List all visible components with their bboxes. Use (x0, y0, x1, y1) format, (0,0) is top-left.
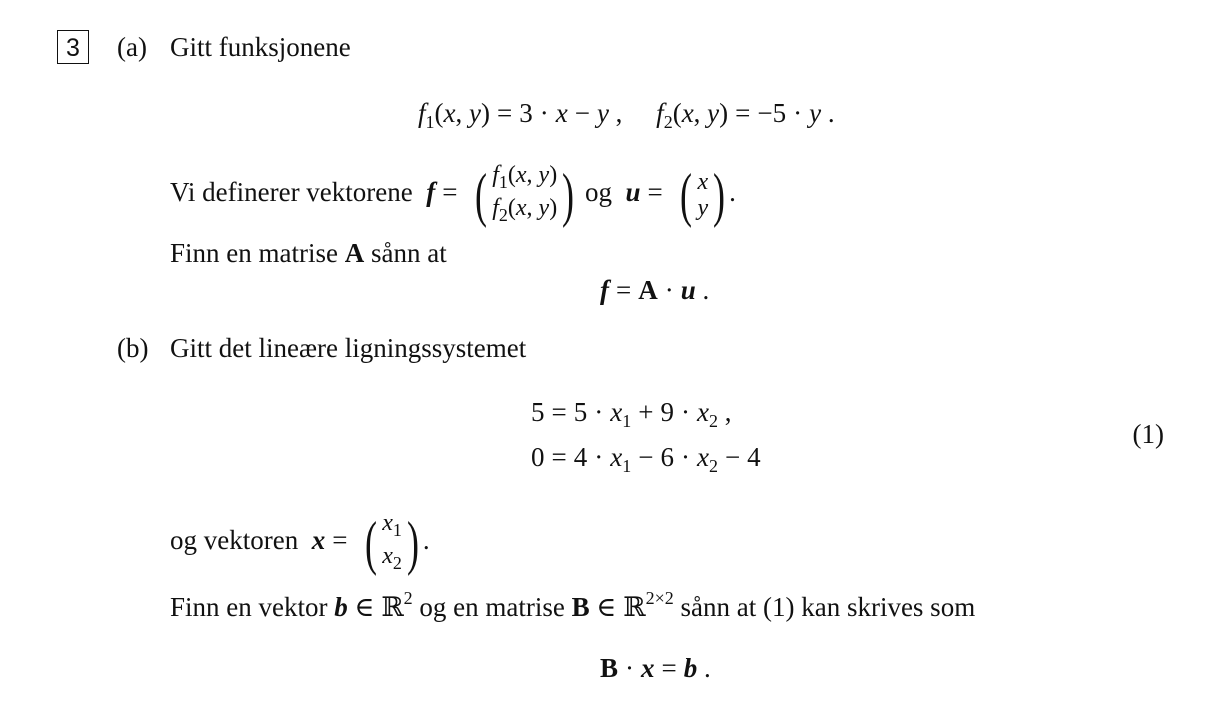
vector-definition: Vi definerer vektorene f = ( $f_1(x$, y) $f_2(x$, y) ) og u = ( x y ) . (170, 162, 736, 228)
vector-def-text: Vi definerer vektorene (170, 177, 413, 208)
og-text: og (584, 177, 612, 208)
part-a-intro: Gitt funksjonene (170, 32, 351, 62)
find-vector-b: Finn en vektor b ∈ ℝ$^2$ og en matrise B ∈ ℝ$^{2\times 2}$ sånn at (1) kan skrives som (170, 588, 976, 622)
part-b-intro: Gitt det lineære ligningssystemet (170, 333, 527, 363)
part-a-label: (a) (117, 32, 147, 62)
part-b-label: (b) (117, 333, 149, 363)
vector-x-definition: og vektoren x = ( $x_1$ $x_2$ ) . (170, 510, 430, 576)
find-matrix-a: Finn en matrise A sånn at (170, 238, 447, 268)
linear-eq-2: $0 = 4 \cdot x_1 - 6 \cdot x_2 - 4$ (531, 442, 761, 476)
equation-f-au: f = A · u . (600, 275, 710, 305)
linear-eq-1: $5 = 5 \cdot x_1 + 9 \cdot x_2$ , (531, 397, 732, 431)
problem-number: 3 (57, 30, 89, 64)
vector-x: ( $x_1$ $x_2$ ) (365, 510, 419, 576)
equation-number: (1) (1132, 419, 1164, 449)
functions-equation: $f_1(x$, y) = 3 · x − y , $f_2(x$, y) = −5 · y . (418, 98, 835, 132)
vector-f: ( $f_1(x$, y) $f_2(x$, y) ) (475, 162, 575, 228)
equation-bx-b: B · x = b . (600, 653, 711, 683)
vector-u: ( x y ) (680, 162, 726, 228)
